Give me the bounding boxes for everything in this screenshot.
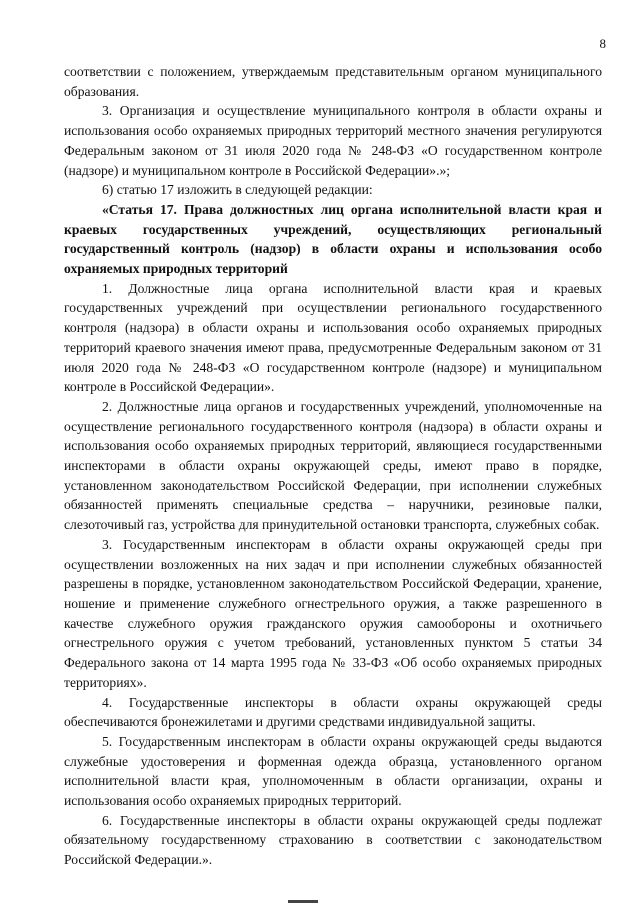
amendment-instruction: 6) статью 17 изложить в следующей редакции: [102, 182, 373, 198]
article-17-heading: «Статья 17. Права должностных лиц органа исполнительной власти края и краевых государственных учреждений, осуществляющих региональный государственный контроль (надзор) в области охраны и использования особо охраняемых природных территорий [64, 201, 602, 277]
article-17-clause-1: 1. Должностные лица органа исполнительной власти края и краевых государственных учреждений при осуществлении регионального государственного контроля (надзора) в области охраны и использования особо охраняемых природных территорий краевого значения имеют права, предусмотренные Федеральным законом от 31 июля 2020 года № 248-ФЗ «О государственном контроле (надзоре) и муниципальном контроле в Российской Федерации». [64, 280, 602, 395]
footer-mark [288, 900, 318, 903]
article-17-clause-5: 5. Государственным инспекторам в области охраны окружающей среды выдаются служебные удостоверения и форменная одежда образца, установленного органом исполнительной власти края, уполномоченным в области организации, охраны и использования особо охраняемых природных территорий. [64, 733, 602, 809]
municipal-control-paragraph: 3. Организация и осуществление муниципального контроля в области охраны и использования особо охраняемых природных территорий местного значения регулируются Федеральным законом от 31 июля 2020 года № 248-ФЗ «О государственном контроле (надзоре) и муниципальном контроле в Российской Федерации».»; [64, 103, 602, 178]
page-number: 8 [599, 36, 606, 51]
article-17-clause-6: 6. Государственные инспекторы в области охраны окружающей среды подлежат обязательному государственному страхованию в соответствии с законодательством Российской Федерации.». [64, 812, 602, 868]
document-body [64, 62, 602, 870]
article-17-clause-2: 2. Должностные лица органов и государственных учреждений, уполномоченные на осуществление регионального государственного контроля (надзора) в области охраны и использования особо охраняемых природных территорий, являющиеся государственными инспекторами в области охраны окружающей среды, имеют право в порядке, установленном законодательством Российской Федерации, при исполнении служебных обязанностей применять специальные средства – наручники, резиновые палки, слезоточивый газ, устройства для принудительной остановки транспорта, служебных собак. [64, 398, 602, 533]
article-17-clause-4: 4. Государственные инспекторы в области охраны окружающей среды обеспечиваются бронежилетами и другими средствами индивидуальной защиты. [64, 694, 602, 730]
continuation-paragraph: соответствии с положением, утверждаемым представительным органом муниципального образования. [64, 64, 602, 99]
article-17-clause-3: 3. Государственным инспекторам в области охраны окружающей среды при осуществлении возложенных на них задач и при исполнении служебных обязанностей разрешены в порядке, установленном законодательством Российской Федерации, хранение, ношение и применение служебного огнестрельного оружия, а также разрешенного в качестве служебного оружия гражданского оружия самообороны и охотничьего огнестрельного оружия с учетом требований, установленных пунктом 5 статьи 34 Федерального закона от 14 марта 1995 года № 33-ФЗ «Об особо охраняемых природных территориях». [64, 536, 602, 690]
